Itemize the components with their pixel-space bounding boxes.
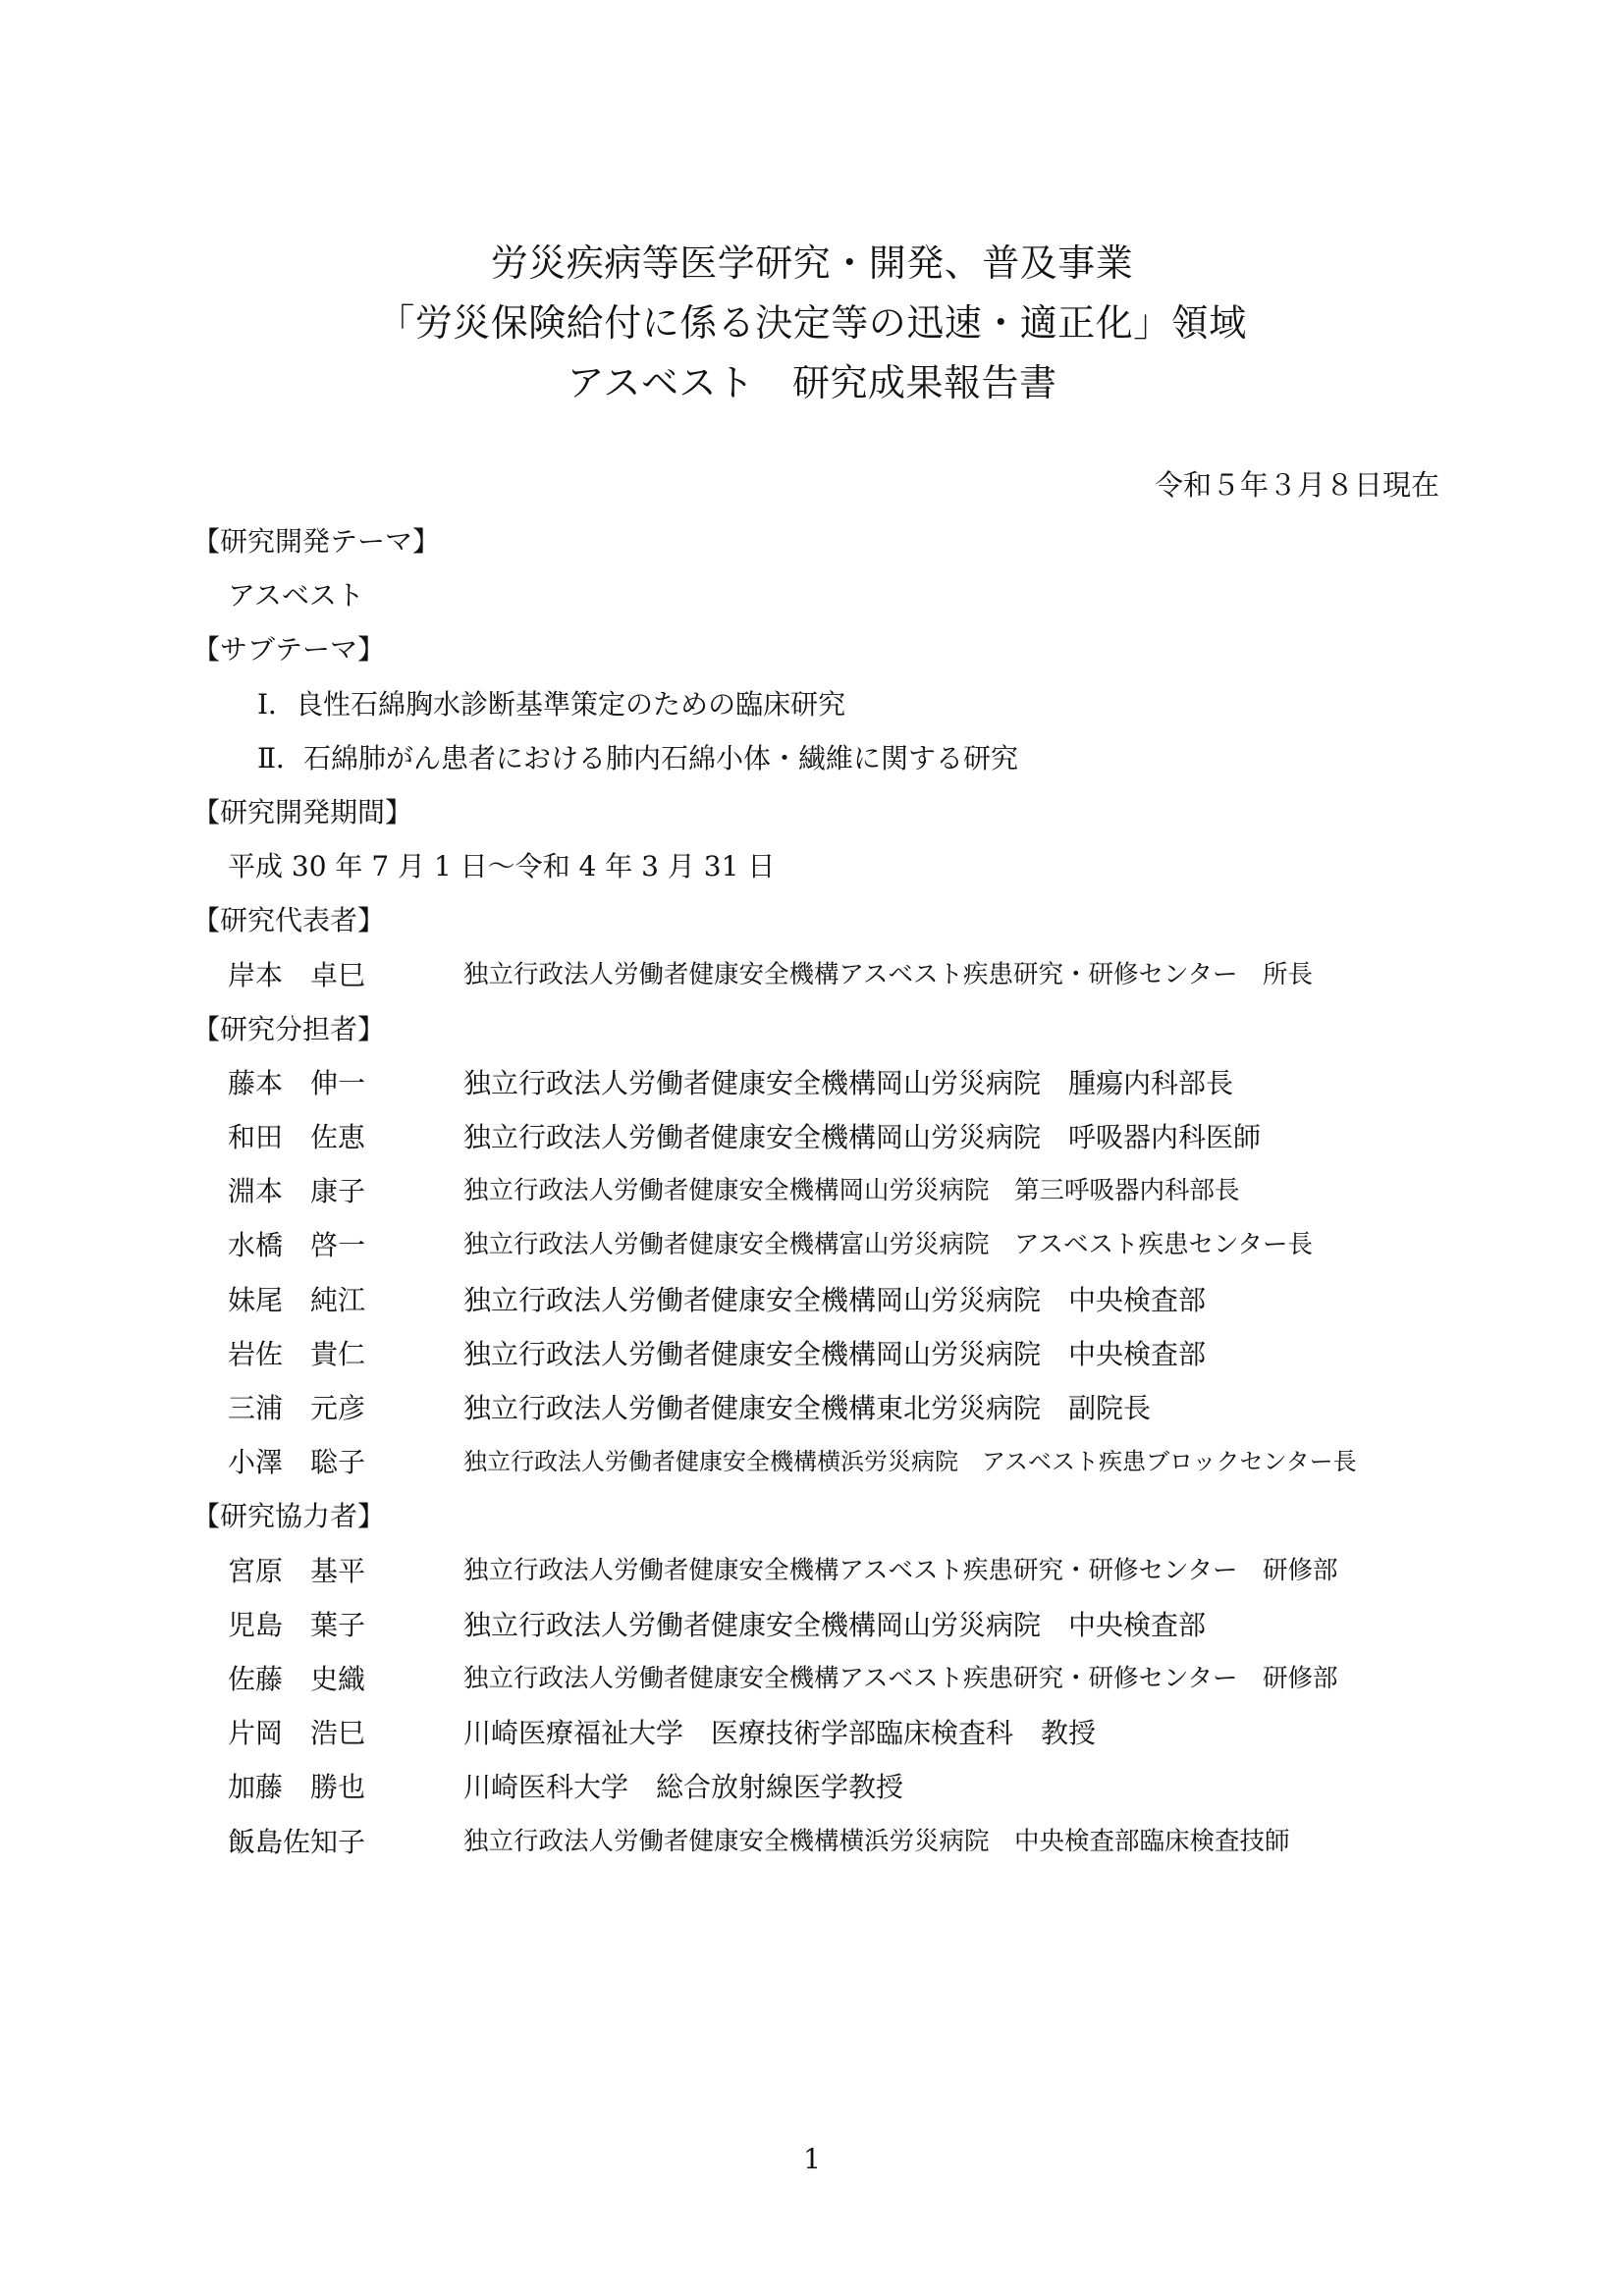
period-heading: 【研究開発期間】	[192, 795, 413, 828]
person-name: 児島 葉子	[228, 1608, 366, 1641]
sharing-row	[192, 1273, 1449, 1327]
person-name: 三浦 元彦	[228, 1392, 366, 1424]
sharing-row	[192, 1056, 1449, 1110]
person-affiliation: 川崎医療福祉大学 医療技術学部臨床検査科 教授	[463, 1717, 1097, 1750]
cooperating-row	[192, 1706, 1449, 1760]
person-name: 佐藤 史織	[228, 1662, 366, 1695]
sharing-row	[192, 1327, 1449, 1381]
theme-heading: 【研究開発テーマ】	[192, 525, 441, 558]
cooperating-row	[192, 1815, 1449, 1869]
period-value: 平成 30 年 7 月 1 日～令和 4 年 3 月 31 日	[228, 850, 776, 883]
cooperating-heading: 【研究協力者】	[192, 1500, 386, 1533]
person-name: 水橋 啓一	[228, 1229, 366, 1262]
report-date: 令和５年３月８日現在	[1154, 468, 1439, 502]
representative-row	[192, 948, 1449, 1002]
person-affiliation: 独立行政法人労働者健康安全機構東北労災病院 副院長	[463, 1392, 1152, 1424]
person-affiliation: 独立行政法人労働者健康安全機構岡山労災病院 腫瘍内科部長	[463, 1066, 1234, 1099]
subtheme-item-1: Ⅰ．良性石綿胸水診断基準策定のための臨床研究	[257, 687, 846, 721]
sharing-row	[192, 1218, 1449, 1272]
document-title	[0, 234, 1624, 413]
person-affiliation: 独立行政法人労働者健康安全機構横浜労災病院 アスベスト疾患ブロックセンター長	[463, 1448, 1357, 1476]
subtheme-heading: 【サブテーマ】	[192, 633, 386, 667]
person-name: 岸本 卓巳	[228, 958, 366, 991]
cooperating-row	[192, 1598, 1449, 1652]
theme-value: アスベスト	[228, 579, 364, 613]
person-affiliation: 独立行政法人労働者健康安全機構岡山労災病院 第三呼吸器内科部長	[463, 1176, 1240, 1206]
person-affiliation: 独立行政法人労働者健康安全機構アスベスト疾患研究・研修センター 所長	[463, 959, 1313, 989]
person-name: 飯島佐知子	[228, 1825, 366, 1858]
page-number: 1	[803, 2143, 821, 2175]
person-affiliation: 独立行政法人労働者健康安全機構岡山労災病院 中央検査部	[463, 1337, 1207, 1370]
person-affiliation: 川崎医科大学 総合放射線医学教授	[463, 1771, 904, 1804]
sharing-row	[192, 1435, 1449, 1489]
person-affiliation: 独立行政法人労働者健康安全機構アスベスト疾患研究・研修センター 研修部	[463, 1555, 1338, 1585]
person-affiliation: 独立行政法人労働者健康安全機構岡山労災病院 中央検査部	[463, 1283, 1207, 1316]
sharing-row	[192, 1381, 1449, 1435]
cooperating-row	[192, 1760, 1449, 1814]
person-affiliation: 独立行政法人労働者健康安全機構アスベスト疾患研究・研修センター 研修部	[463, 1663, 1338, 1693]
title-line-2: 「労災保険給付に係る決定等の迅速・適正化」領域	[377, 301, 1247, 345]
cooperating-row	[192, 1544, 1449, 1598]
sharing-row	[192, 1110, 1449, 1164]
report-body	[192, 514, 1449, 1869]
person-name: 和田 佐恵	[228, 1121, 366, 1154]
person-name: 宮原 基平	[228, 1554, 366, 1587]
person-name: 岩佐 貴仁	[228, 1337, 366, 1370]
person-name: 片岡 浩巳	[228, 1717, 366, 1750]
person-affiliation: 独立行政法人労働者健康安全機構横浜労災病院 中央検査部臨床検査技師	[463, 1826, 1290, 1856]
sharing-row	[192, 1164, 1449, 1218]
person-name: 加藤 勝也	[228, 1771, 366, 1804]
person-affiliation: 独立行政法人労働者健康安全機構富山労災病院 アスベスト疾患センター長	[463, 1230, 1313, 1260]
person-name: 小澤 聡子	[228, 1446, 366, 1479]
person-name: 淵本 康子	[228, 1175, 366, 1208]
person-affiliation: 独立行政法人労働者健康安全機構岡山労災病院 呼吸器内科医師	[463, 1121, 1262, 1154]
sharing-heading: 【研究分担者】	[192, 1012, 386, 1045]
representative-heading: 【研究代表者】	[192, 904, 386, 937]
person-name: 藤本 伸一	[228, 1066, 366, 1099]
title-line-1: 労災疾病等医学研究・開発、普及事業	[490, 241, 1134, 285]
subtheme-item-2: Ⅱ．石綿肺がん患者における肺内石綿小体・繊維に関する研究	[257, 741, 1019, 774]
person-name: 妹尾 純江	[228, 1283, 366, 1316]
person-affiliation: 独立行政法人労働者健康安全機構岡山労災病院 中央検査部	[463, 1608, 1207, 1641]
title-line-3: アスベスト 研究成果報告書	[567, 361, 1057, 404]
cooperating-row	[192, 1652, 1449, 1706]
